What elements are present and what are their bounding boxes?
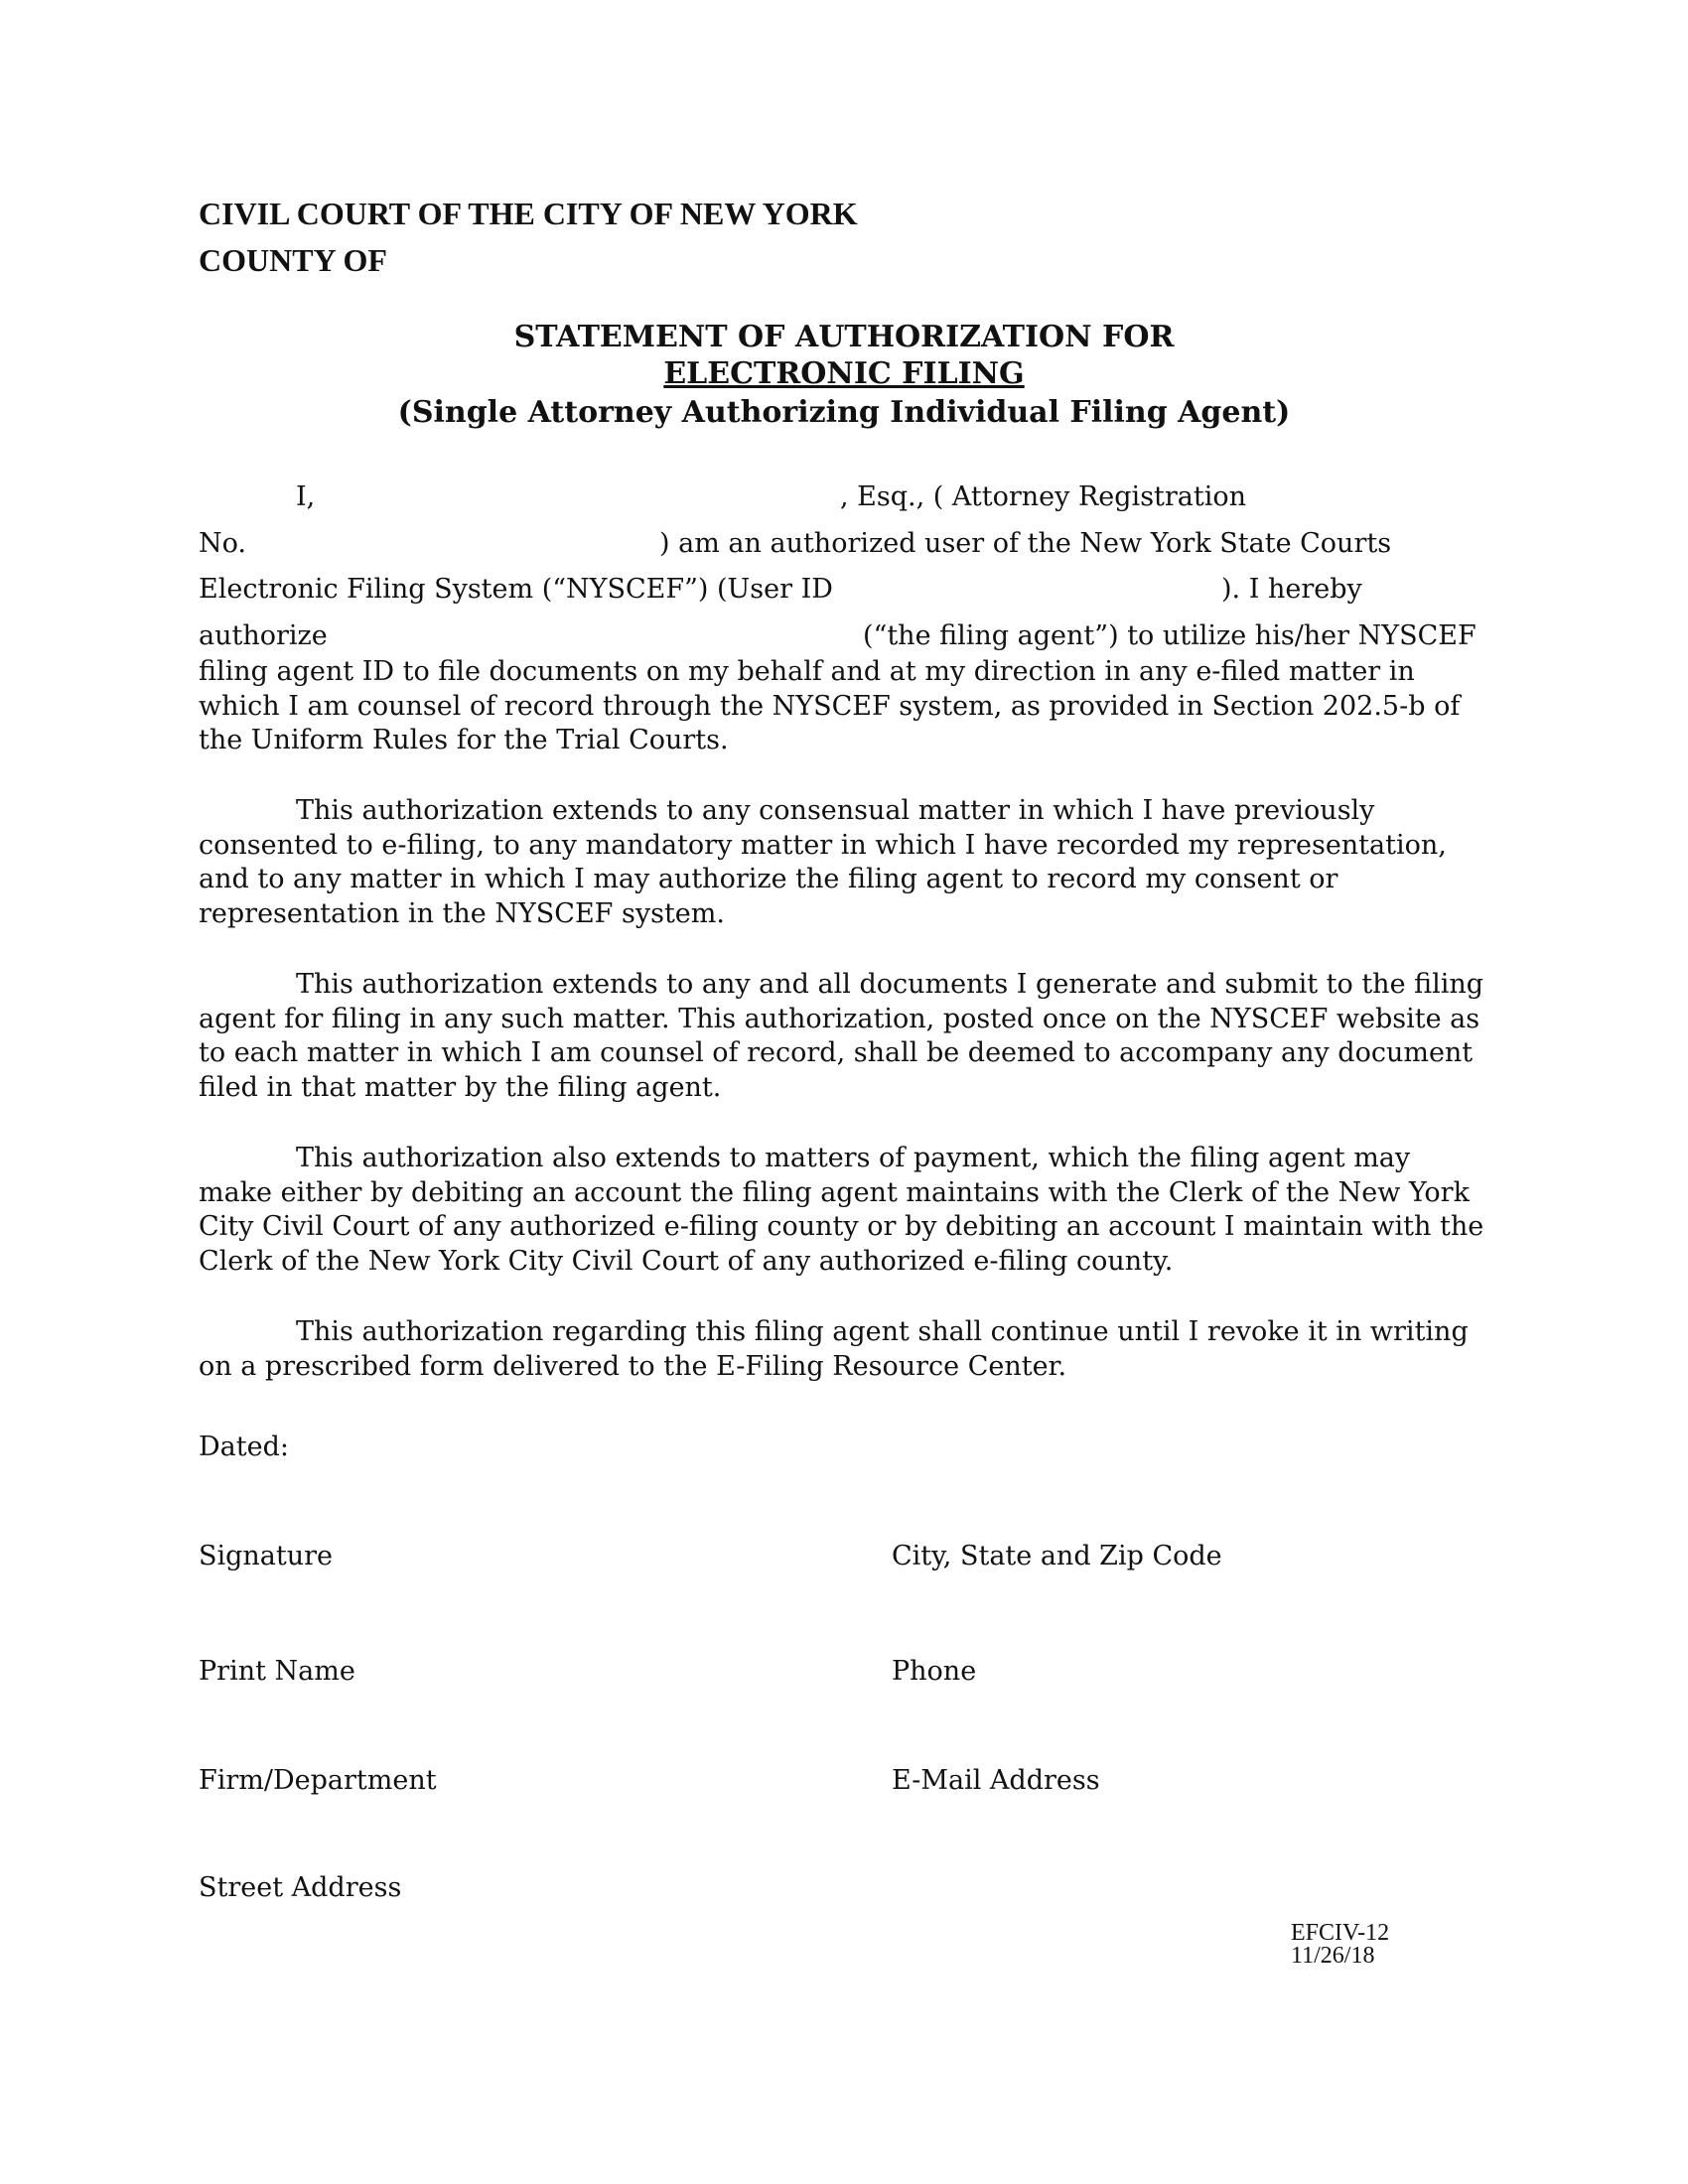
county-label: COUNTY OF [199, 242, 387, 278]
authorized-user-text: ) am an authorized user of the New York State Courts [659, 528, 1392, 559]
city-state-zip-label: City, State and Zip Code [892, 1541, 1222, 1571]
phone-label: Phone [892, 1656, 977, 1687]
form-title-electronic-filing: ELECTRONIC FILING [663, 356, 1025, 391]
email-address-label: E-Mail Address [892, 1765, 1100, 1796]
court-name: CIVIL COURT OF THE CITY OF NEW YORK [199, 196, 858, 231]
street-address-label: Street Address [199, 1872, 402, 1903]
registration-no-label: No. [199, 528, 246, 559]
efs-user-id-label: Electronic Filing System (“NYSCEF”) (User ID [199, 574, 833, 605]
paragraph-documents: This authorization extends to any and all documents I generate and submit to the filing agent for filing in any such matter. This authorization, posted once on the NYSCEF website as to each matter in which I am counsel of record, shall be deemed to accompany any document filed in that matter by the filing agent. [199, 969, 1484, 1103]
form-title-line1: STATEMENT OF AUTHORIZATION FOR [513, 320, 1175, 354]
signature-label: Signature [199, 1541, 334, 1571]
dated-label: Dated: [199, 1432, 289, 1462]
paragraph-consensual-matter: This authorization extends to any consensual matter in which I have previously consented to e-filing, to any mandatory matter in which I have recorded my representation, and to any matter in which I may authorize the filing agent to record my consent or representation in the NYSCEF system. [199, 795, 1447, 929]
filing-agent-text: (“the filing agent”) to utilize his/her NYSCEF [863, 620, 1477, 651]
paragraph-revocation: This authorization regarding this filing agent shall continue until I revoke it in writing on a prescribed form delivered to the E-Filing Resource Center. [199, 1316, 1469, 1382]
print-name-label: Print Name [199, 1656, 355, 1687]
authorize-label: authorize [199, 620, 328, 651]
firm-department-label: Firm/Department [199, 1765, 437, 1796]
paragraph-1-continuation: filing agent ID to file documents on my behalf and at my direction in any e-filed matter in which I am counsel of record through the NYSCEF system, as provided in Section 202.5-b of the Uniform Rules for the Trial Courts. [199, 656, 1461, 755]
esq-registration-label: , Esq., ( Attorney Registration [840, 481, 1247, 512]
hereby-label: ). I hereby [1221, 574, 1362, 605]
form-date: 11/26/18 [1291, 1943, 1375, 1969]
form-title-line2 [0, 356, 1688, 391]
form-title-line3: (Single Attorney Authorizing Individual Filing Agent) [397, 395, 1291, 430]
paragraph-payment: This authorization also extends to matters of payment, which the filing agent may make either by debiting an account the filing agent maintains with the Clerk of the New York City Civil Court of any authorized e-filing county or by debiting an account I maintain with the Clerk of the New York City Civil Court of any authorized e-filing county. [199, 1143, 1484, 1277]
i-label: I, [296, 481, 316, 512]
form-code: EFCIV-12 [1291, 1920, 1390, 1946]
